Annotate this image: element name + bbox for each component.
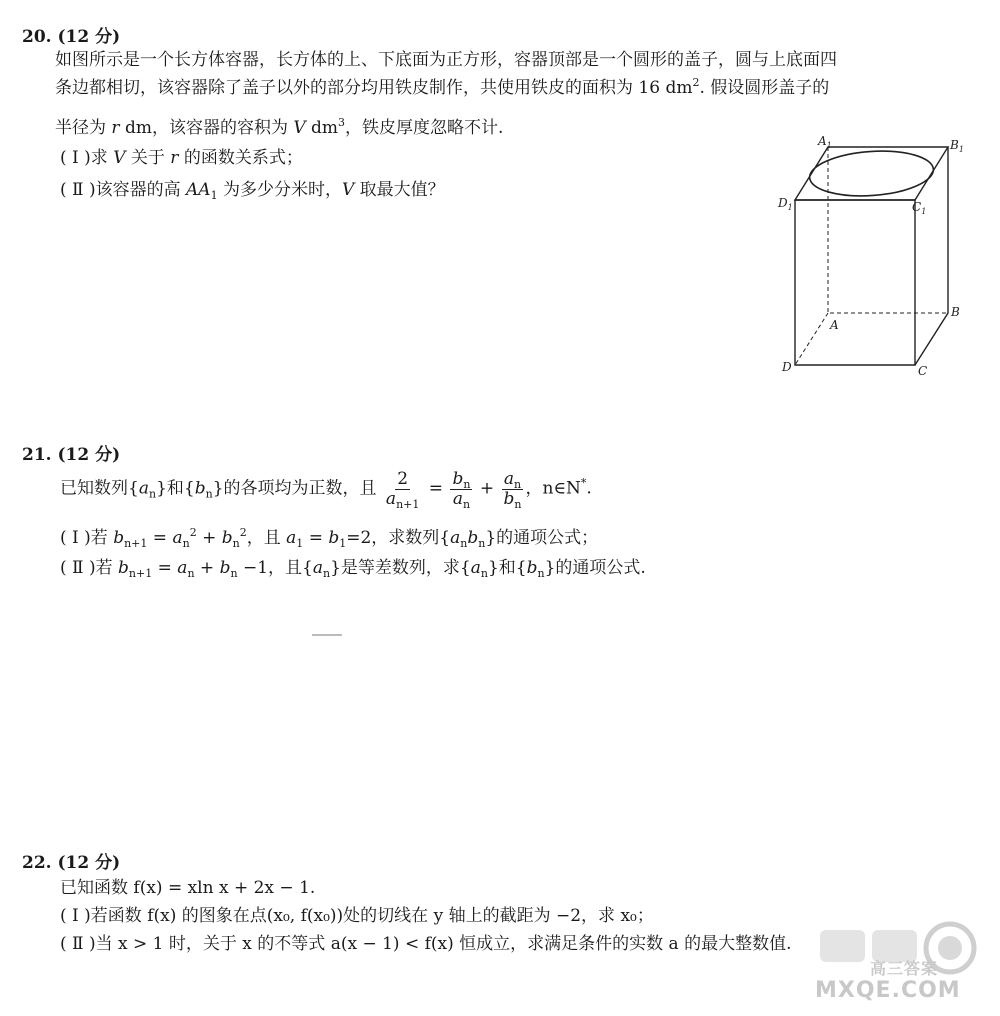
hidden-edge-ad [795, 313, 828, 365]
q21-part2: ( Ⅱ )若 $b_{n+1} = a_n + b_n -1$，且$\{a_n\}$是等差数列，求$\{a_n\}$和$\{b_n\}$的通项公式. [60, 558, 646, 580]
circular-lid [808, 147, 935, 200]
hidden-edges [828, 147, 948, 313]
q21-part1: ( Ⅰ )若 $b_{n+1} = a_n^2 + b_n^2$，且 $a_1 = b_1=2$，求数列$\{a_nb_n\}$的通项公式； [60, 526, 599, 550]
watermark-line1: 高三答案 [870, 959, 939, 978]
scan-mark [312, 634, 342, 636]
label-C1: $C_1$ [912, 200, 927, 216]
q21-intro: 已知数列$\{a_n\}$和$\{b_n\}$的各项均为正数，且 $\frac{2}{a_{n+1}}$ = $\frac{b_n}{a_n}$ + $\frac{a_n}{b_n}$ ，n∈N*. [60, 469, 592, 511]
fraction-2-over-a: $\frac{2}{a_{n+1}}$ [385, 469, 420, 511]
label-A: A [830, 318, 839, 332]
label-C: C [918, 364, 928, 378]
label-B: B [951, 305, 960, 319]
label-D: D [782, 360, 792, 374]
fraction-a-over-b: $\frac{a_n}{b_n}$ [503, 469, 522, 511]
label-D1: $D_1$ [778, 196, 793, 212]
fraction-b-over-a: $\frac{b_n}{a_n}$ [452, 469, 471, 511]
q20-number: 20. (12 分) [22, 27, 121, 47]
q20-para-line3: 半径为 r dm，该容器的容积为 V $dm^3$，铁皮厚度忽略不计. [55, 116, 504, 138]
q22-number: 22. (12 分) [22, 853, 121, 873]
cuboid-container-figure [770, 135, 970, 385]
watermark-line2: MXQE.COM [815, 978, 961, 1003]
top-face [795, 147, 948, 200]
q20-part2: ( Ⅱ )该容器的高 $AA_1$ 为多少分米时，V 取最大值？ [60, 180, 445, 202]
q21-number: 21. (12 分) [22, 445, 121, 465]
q20-para-line1: 如图所示是一个长方体容器，长方体的上、下底面为正方形，容器顶部是一个圆形的盖子，圆与上底面四 [55, 50, 837, 70]
front-face [795, 200, 915, 365]
q22-part1: ( Ⅰ )若函数 f(x) 的图象在点(x₀, f(x₀))处的切线在 y 轴上的截距为 −2，求 x₀； [60, 906, 654, 926]
q20-part1: ( Ⅰ )求 V 关于 r 的函数关系式； [60, 148, 303, 168]
label-B1: $B_1$ [950, 138, 964, 154]
q22-part2: ( Ⅱ )当 x > 1 时，关于 x 的不等式 a(x − 1) < f(x) 恒成立，求满足条件的实数 a 的最大整数值. [60, 934, 792, 954]
label-A1: $A_1$ [818, 135, 832, 150]
q22-intro: 已知函数 f(x) = xln x + 2x − 1. [60, 878, 316, 898]
q20-para-line2: 条边都相切，该容器除了盖子以外的部分均用铁皮制作，共使用铁皮的面积为 16 $dm^2$. 假设圆形盖子的 [55, 76, 830, 98]
right-face [915, 147, 948, 365]
